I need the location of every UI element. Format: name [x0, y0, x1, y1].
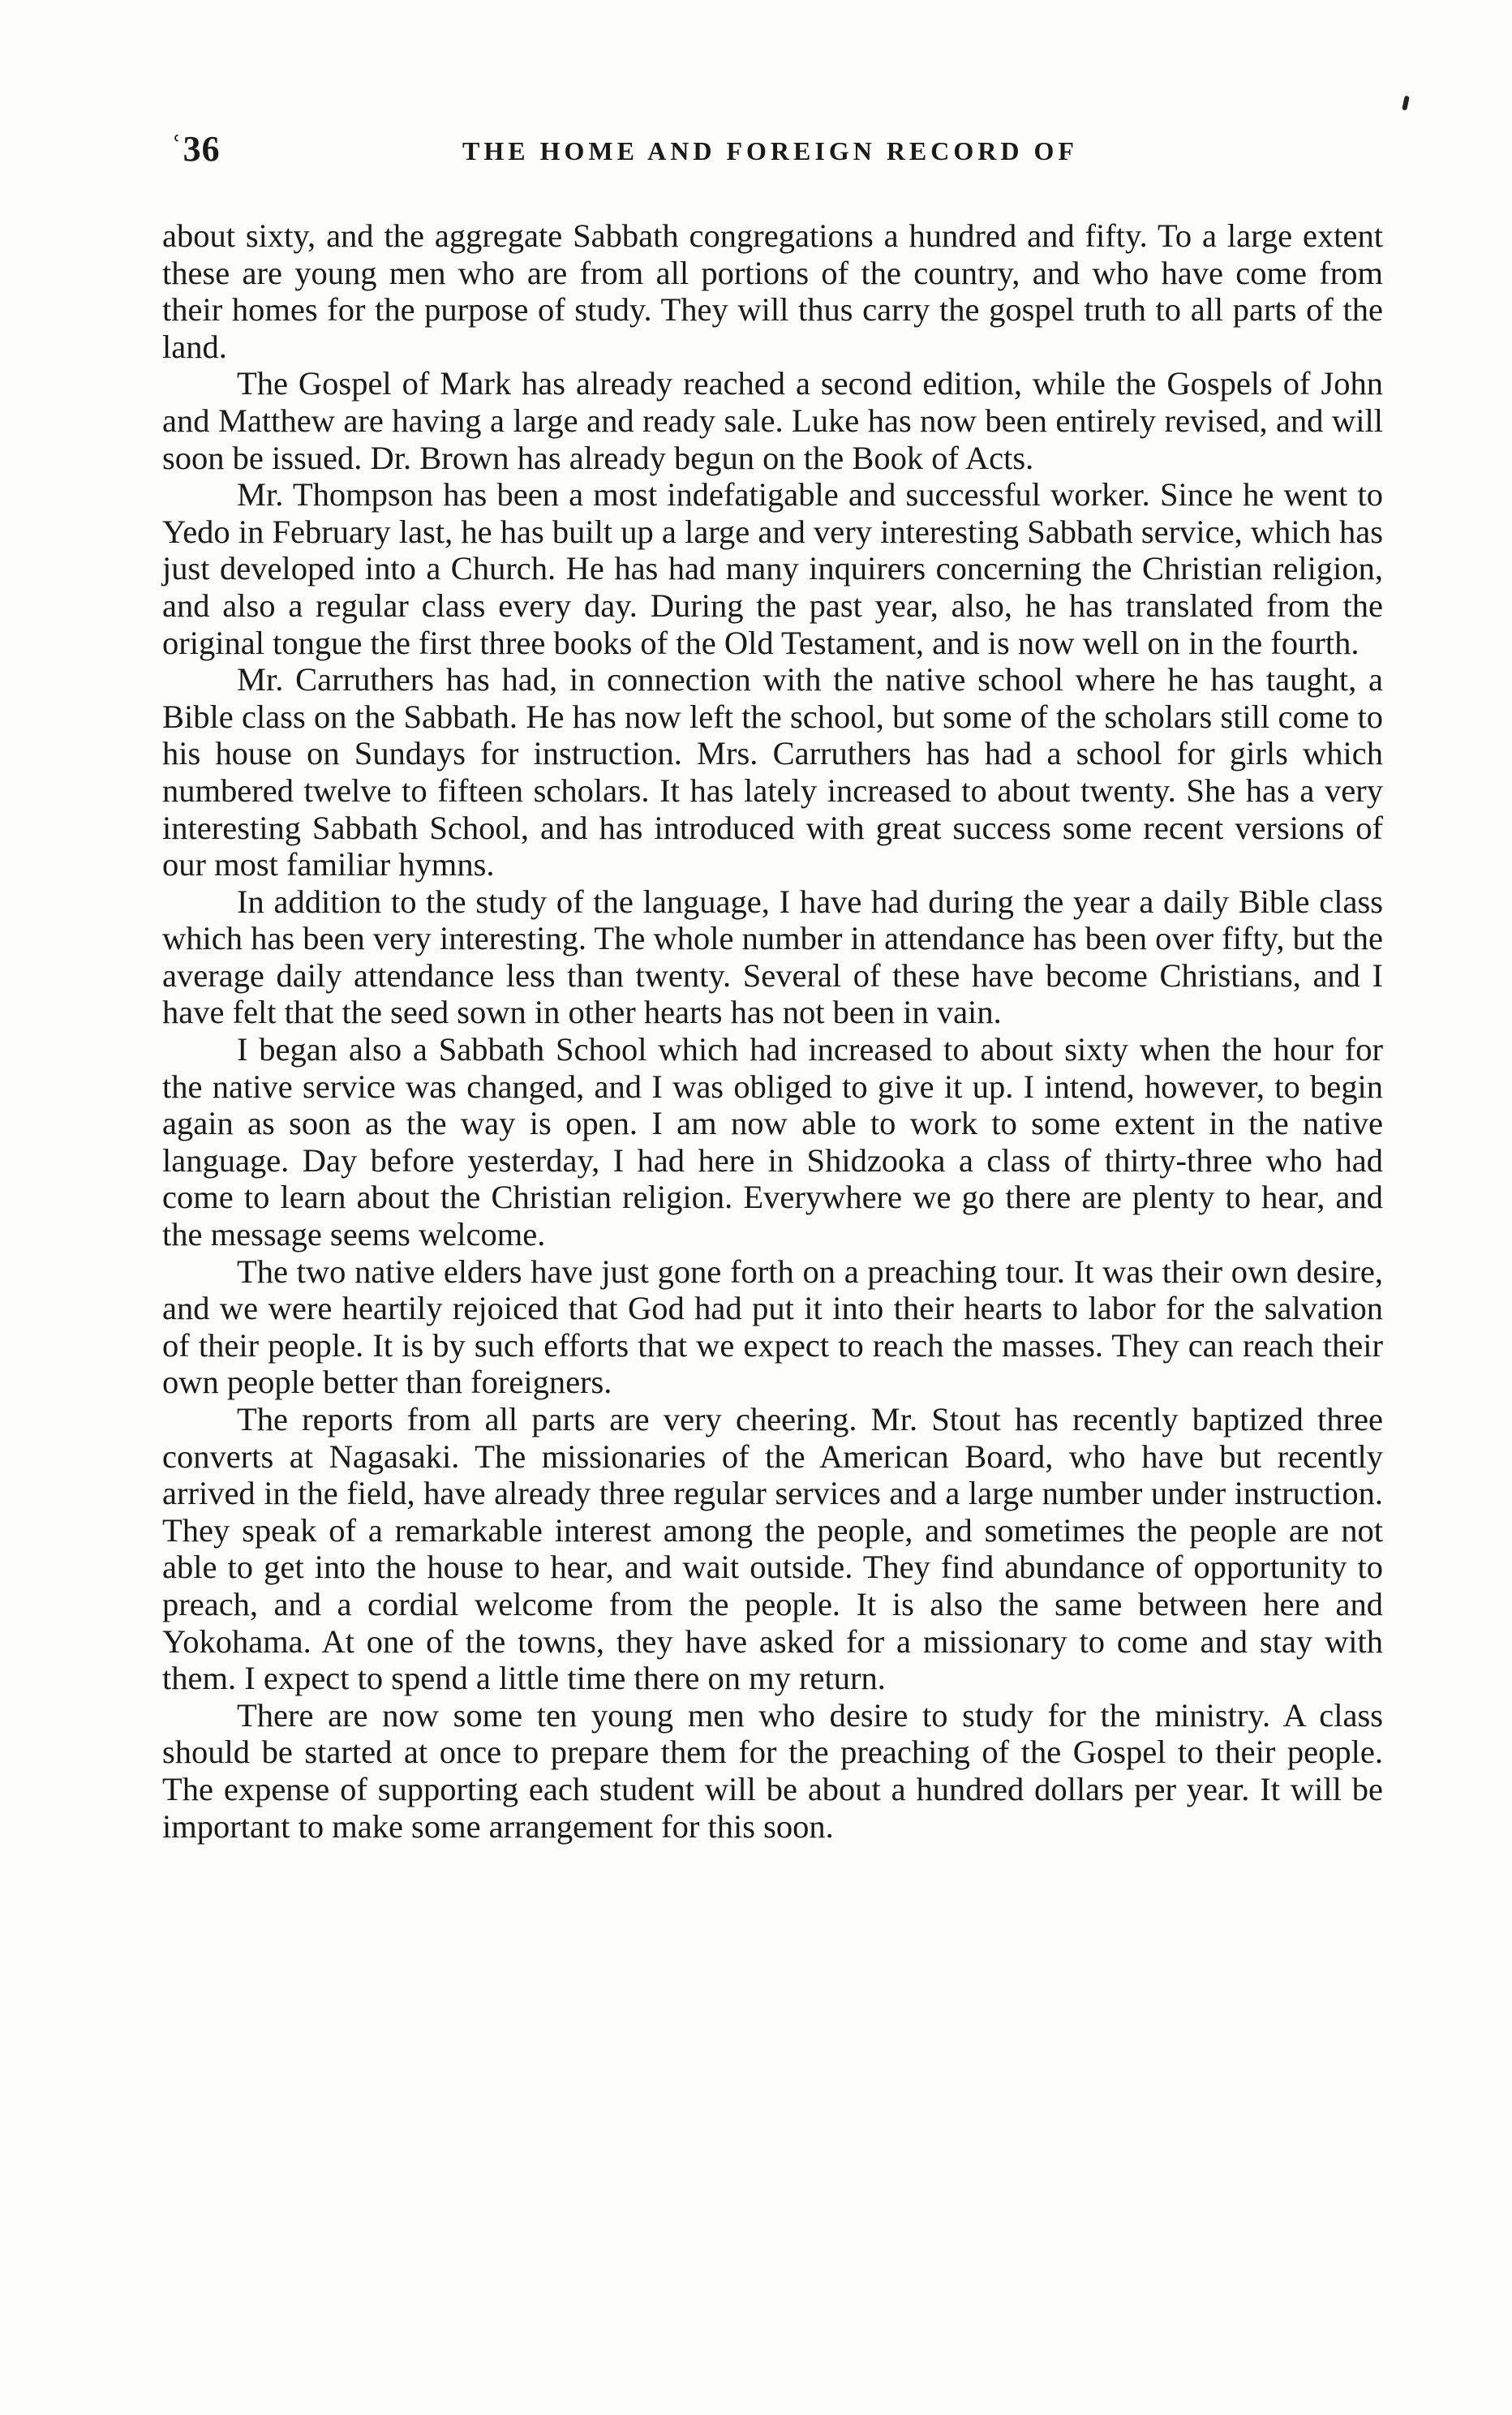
- paragraph: In addition to the study of the language, I have had during the year a daily Bible class which has been very interesting. The whole number in attendance has been over fifty, but the average daily attendance less than twenty. Several of these have become Christians, and I have felt that the seed sown in other hearts has not been in vain.: [162, 883, 1383, 1031]
- paragraph: The two native elders have just gone forth on a preaching tour. It was their own desire, and we were heartily rejoiced that God had put it into their hearts to labor for the salvation of their people. It is by such efforts that we expect to reach the masses. They can reach their own people better than foreigners.: [162, 1253, 1383, 1401]
- article-body: [162, 217, 1383, 1845]
- page-number: ʿ36: [170, 129, 221, 169]
- ink-mark-icon: [1402, 96, 1410, 111]
- paragraph: The reports from all parts are very cheering. Mr. Stout has recently baptized three converts at Nagasaki. The missionaries of the American Board, who have but recently arrived in the field, have already three regular services and a large number under instruction. They speak of a remarkable interest among the people, and sometimes the people are not able to get into the house to hear, and wait outside. They find abundance of opportunity to preach, and a cordial welcome from the people. It is also the same between here and Yokohama. At one of the towns, they have asked for a missionary to come and stay with them. I expect to spend a little time there on my return.: [162, 1401, 1383, 1697]
- paragraph: Mr. Thompson has been a most indefatigable and successful worker. Since he went to Yedo in February last, he has built up a large and very interesting Sabbath service, which has just developed into a Church. He has had many inquirers concerning the Christian religion, and also a regular class every day. During the past year, also, he has translated from the original tongue the first three books of the Old Testament, and is now well on in the fourth.: [162, 476, 1383, 661]
- paragraph: I began also a Sabbath School which had increased to about sixty when the hour for the native service was changed, and I was obliged to give it up. I intend, however, to begin again as soon as the way is open. I am now able to work to some extent in the native language. Day before yesterday, I had here in Shidzooka a class of thirty-three who had come to learn about the Christian religion. Everywhere we go there are plenty to hear, and the message seems welcome.: [162, 1031, 1383, 1253]
- paragraph: about sixty, and the aggregate Sabbath congregations a hundred and fifty. To a large extent these are young men who are from all portions of the country, and who have come from their homes for the purpose of study. They will thus carry the gospel truth to all parts of the land.: [162, 217, 1383, 365]
- paragraph: The Gospel of Mark has already reached a second edition, while the Gospels of John and Matthew are having a large and ready sale. Luke has now been entirely revised, and will soon be issued. Dr. Brown has already begun on the Book of Acts.: [162, 365, 1383, 476]
- paragraph: There are now some ten young men who desire to study for the ministry. A class should be started at once to prepare them for the preaching of the Gospel to their people. The expense of supporting each student will be about a hundred dollars per year. It will be important to make some arrangement for this soon.: [162, 1696, 1383, 1845]
- paragraph: Mr. Carruthers has had, in connection with the native school where he has taught, a Bible class on the Sabbath. He has now left the school, but some of the scholars still come to his house on Sundays for instruction. Mrs. Carruthers has had a school for girls which numbered twelve to fifteen scholars. It has lately increased to about twenty. She has a very interesting Sabbath School, and has introduced with great success some recent versions of our most familiar hymns.: [162, 661, 1383, 883]
- running-head: THE HOME AND FOREIGN RECORD OF: [462, 136, 1078, 165]
- page-header: [154, 128, 1420, 177]
